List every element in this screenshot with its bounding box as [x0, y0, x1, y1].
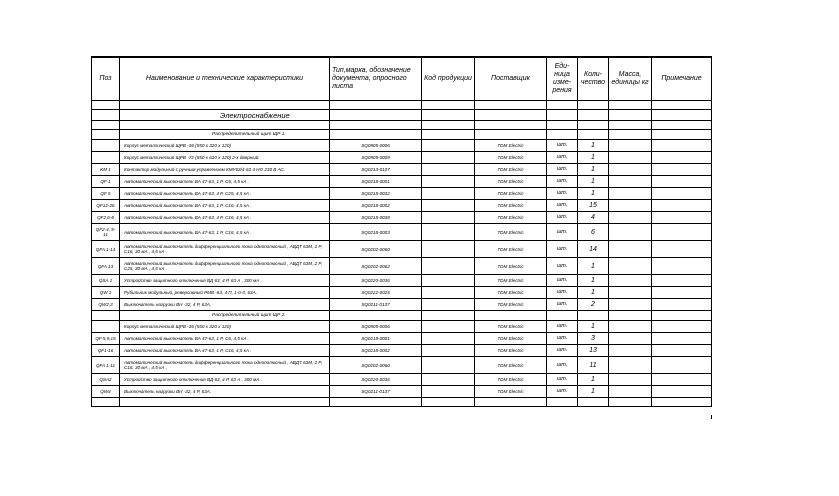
quantity-cell: 13: [578, 345, 609, 357]
note-cell: [652, 164, 712, 176]
empty-cell: [330, 311, 422, 321]
product-code-cell: [422, 152, 475, 164]
mass-cell: [609, 386, 652, 398]
specification-table: [91, 56, 712, 407]
table-row: [92, 345, 712, 357]
empty-cell: [475, 110, 547, 121]
type-cell: SQ0218-0002: [330, 200, 422, 212]
supplier-cell: TDM Electric: [475, 299, 547, 311]
group-title-label: Распределительный щит ЩР 2.: [120, 311, 330, 321]
note-cell: [652, 176, 712, 188]
type-cell: SQ0220-0036: [330, 374, 422, 386]
supplier-cell: TDM Electric: [475, 212, 547, 224]
note-cell: [652, 333, 712, 345]
product-code-cell: [422, 241, 475, 258]
product-code-cell: [422, 258, 475, 275]
type-cell: SQ0218-0001: [330, 333, 422, 345]
quantity-cell: 1: [578, 140, 609, 152]
name-cell: Выключатель нагрузки ВН -32, 4 Р, 63А.: [120, 299, 330, 311]
mass-cell: [609, 200, 652, 212]
mass-cell: [609, 333, 652, 345]
empty-cell: [609, 398, 652, 407]
position-cell: QF 1: [92, 176, 120, 188]
unit-cell: шт.: [547, 321, 578, 333]
empty-cell: [609, 121, 652, 130]
position-cell: QF12-26: [92, 200, 120, 212]
group-title-label: Распределительный щит ЩР 1.: [120, 130, 330, 140]
quantity-cell: 1: [578, 386, 609, 398]
type-cell: SQ0905-0009: [330, 152, 422, 164]
mass-cell: [609, 299, 652, 311]
sheet-edge-mark: [711, 415, 712, 419]
supplier-cell: TDM Electric: [475, 152, 547, 164]
position-cell: QF1-16: [92, 345, 120, 357]
supplier-cell: TDM Electric: [475, 176, 547, 188]
table-row: [92, 176, 712, 188]
table-row: [92, 299, 712, 311]
empty-cell: [652, 110, 712, 121]
supplier-cell: TDM Electric: [475, 258, 547, 275]
trailing-row: [92, 398, 712, 407]
empty-cell: [547, 101, 578, 110]
name-cell: Устройство защитного отключения ВД 63, 4 Р, 63 А , 300 мА .: [120, 374, 330, 386]
product-code-cell: [422, 345, 475, 357]
empty-cell: [609, 110, 652, 121]
empty-cell: [422, 311, 475, 321]
name-cell: Автоматический выключатель ВА 47-63, 4 Р, С25, 4,5 кА .: [120, 188, 330, 200]
table-row: [92, 164, 712, 176]
quantity-cell: 1: [578, 164, 609, 176]
empty-cell: [92, 311, 120, 321]
type-cell: SQ0202-0062: [330, 258, 422, 275]
empty-cell: [120, 398, 330, 407]
unit-cell: шт.: [547, 188, 578, 200]
empty-cell: [120, 101, 330, 110]
type-cell: SQ0218-0038: [330, 212, 422, 224]
supplier-cell: TDM Electric: [475, 200, 547, 212]
header-name: Наименование и технические характеристики: [120, 57, 330, 101]
empty-cell: [609, 130, 652, 140]
position-cell: QSA 1: [92, 275, 120, 287]
name-cell: Автоматический выключатель дифференциального тока однополюсный , АВДТ 63М, 2 Р, С16, 30 мА , 4,5 кА .: [120, 357, 330, 374]
quantity-cell: 15: [578, 200, 609, 212]
position-cell: QF 5,9,15: [92, 333, 120, 345]
empty-cell: [422, 101, 475, 110]
unit-cell: шт.: [547, 357, 578, 374]
empty-cell: [652, 398, 712, 407]
name-cell: Автоматический выключатель ВА 47-63, 1 Р, С16, 4,5 кА .: [120, 224, 330, 241]
position-cell: QF 5: [92, 188, 120, 200]
name-cell: Корпус металлический ЩРВ -36 (550 x 320 x 120): [120, 140, 330, 152]
header-row: [92, 57, 712, 101]
supplier-cell: TDM Electric: [475, 345, 547, 357]
specification-sheet: [91, 56, 711, 407]
name-cell: Контактор модульный с ручным управлением КМУ63/4-63 4 НО 230 В АС.: [120, 164, 330, 176]
product-code-cell: [422, 140, 475, 152]
table-row: [92, 275, 712, 287]
quantity-cell: 1: [578, 176, 609, 188]
quantity-cell: 6: [578, 224, 609, 241]
unit-cell: шт.: [547, 200, 578, 212]
empty-cell: [547, 398, 578, 407]
empty-cell: [92, 398, 120, 407]
position-cell: [92, 152, 120, 164]
name-cell: Выключатель нагрузки ВН -32, 4 Р, 63А.: [120, 386, 330, 398]
name-cell: Автоматический выключатель ВА 47-63, 1 Р, С16, 4,5 кА .: [120, 345, 330, 357]
name-cell: Корпус металлический ЩРВ -36 (550 x 320 x 120): [120, 321, 330, 333]
unit-cell: шт.: [547, 241, 578, 258]
quantity-cell: 1: [578, 152, 609, 164]
unit-cell: шт.: [547, 345, 578, 357]
quantity-cell: 4: [578, 212, 609, 224]
empty-cell: [652, 130, 712, 140]
empty-cell: [652, 101, 712, 110]
note-cell: [652, 275, 712, 287]
empty-cell: [475, 130, 547, 140]
empty-cell: [422, 121, 475, 130]
empty-cell: [475, 398, 547, 407]
unit-cell: шт.: [547, 333, 578, 345]
empty-cell: [330, 398, 422, 407]
supplier-cell: TDM Electric: [475, 333, 547, 345]
empty-cell: [330, 110, 422, 121]
type-cell: SQ0905-0006: [330, 140, 422, 152]
type-cell: SQ0211-0137: [330, 386, 422, 398]
mass-cell: [609, 152, 652, 164]
product-code-cell: [422, 212, 475, 224]
mass-cell: [609, 275, 652, 287]
quantity-cell: 3: [578, 333, 609, 345]
type-cell: SQ0211-0137: [330, 299, 422, 311]
type-cell: SQ0202-0060: [330, 357, 422, 374]
empty-cell: [92, 110, 120, 121]
type-cell: SQ0218-0001: [330, 176, 422, 188]
quantity-cell: 14: [578, 241, 609, 258]
empty-cell: [330, 101, 422, 110]
type-cell: SQ0213-0107: [330, 164, 422, 176]
mass-cell: [609, 188, 652, 200]
table-row: [92, 386, 712, 398]
empty-cell: [578, 398, 609, 407]
unit-cell: шт.: [547, 224, 578, 241]
empty-cell: [475, 311, 547, 321]
position-cell: KM 1: [92, 164, 120, 176]
unit-cell: шт.: [547, 258, 578, 275]
empty-cell: [652, 121, 712, 130]
supplier-cell: TDM Electric: [475, 287, 547, 299]
empty-cell: [422, 398, 475, 407]
note-cell: [652, 345, 712, 357]
product-code-cell: [422, 164, 475, 176]
position-cell: QW2,3: [92, 299, 120, 311]
table-row: [92, 258, 712, 275]
empty-cell: [92, 121, 120, 130]
note-cell: [652, 287, 712, 299]
header-unit: Еди- ница изме- рения: [547, 57, 578, 101]
mass-cell: [609, 287, 652, 299]
unit-cell: шт.: [547, 386, 578, 398]
empty-cell: [92, 101, 120, 110]
spacer-row: [92, 121, 712, 130]
mass-cell: [609, 140, 652, 152]
note-cell: [652, 374, 712, 386]
table-row: [92, 200, 712, 212]
empty-cell: [330, 130, 422, 140]
product-code-cell: [422, 200, 475, 212]
quantity-cell: 1: [578, 287, 609, 299]
mass-cell: [609, 212, 652, 224]
unit-cell: шт.: [547, 152, 578, 164]
header-supplier: Поставщик: [475, 57, 547, 101]
empty-cell: [609, 311, 652, 321]
product-code-cell: [422, 275, 475, 287]
header-note: Примечание: [652, 57, 712, 101]
product-code-cell: [422, 321, 475, 333]
product-code-cell: [422, 386, 475, 398]
supplier-cell: TDM Electric: [475, 188, 547, 200]
supplier-cell: TDM Electric: [475, 357, 547, 374]
empty-cell: [609, 101, 652, 110]
name-cell: Рубильник модульный, реверсивный РМВ -63, 4 П, 1-0-II, 63А.: [120, 287, 330, 299]
name-cell: Автоматический выключатель дифференциального тока однополюсный , АВДТ 63М, 2 Р, С16, 30 мА , 4,5 кА .: [120, 241, 330, 258]
unit-cell: шт.: [547, 164, 578, 176]
note-cell: [652, 386, 712, 398]
mass-cell: [609, 164, 652, 176]
product-code-cell: [422, 374, 475, 386]
table-row: [92, 287, 712, 299]
position-cell: QSA2: [92, 374, 120, 386]
product-code-cell: [422, 299, 475, 311]
name-cell: Автоматический выключатель дифференциального тока однополюсный , АВДТ 63М, 2 Р, С25, 30 мА , 4,5 кА .: [120, 258, 330, 275]
empty-cell: [547, 311, 578, 321]
unit-cell: шт.: [547, 374, 578, 386]
quantity-cell: 2: [578, 299, 609, 311]
note-cell: [652, 241, 712, 258]
position-cell: QFA 1-14: [92, 241, 120, 258]
note-cell: [652, 200, 712, 212]
supplier-cell: TDM Electric: [475, 241, 547, 258]
name-cell: Автоматический выключатель ВА 47-63, 4 Р, С16, 4,5 кА .: [120, 212, 330, 224]
position-cell: [92, 321, 120, 333]
empty-cell: [578, 130, 609, 140]
table-row: [92, 321, 712, 333]
empty-cell: [475, 101, 547, 110]
type-cell: SQ0202-0060: [330, 241, 422, 258]
type-cell: SQ0905-0006: [330, 321, 422, 333]
table-row: [92, 224, 712, 241]
table-row: [92, 241, 712, 258]
empty-cell: [578, 311, 609, 321]
unit-cell: шт.: [547, 287, 578, 299]
empty-cell: [578, 101, 609, 110]
header-code: Код продукции: [422, 57, 475, 101]
quantity-cell: 1: [578, 188, 609, 200]
quantity-cell: 1: [578, 275, 609, 287]
table-row: [92, 140, 712, 152]
specification-body: [92, 101, 712, 407]
position-cell: QW 1: [92, 287, 120, 299]
note-cell: [652, 357, 712, 374]
mass-cell: [609, 321, 652, 333]
name-cell: Устройство защитного отключения ВД 63, 4 Р, 63 А , 300 мА .: [120, 275, 330, 287]
table-row: [92, 357, 712, 374]
header-mass: Масса, единицы кг: [609, 57, 652, 101]
position-cell: QFA 13: [92, 258, 120, 275]
mass-cell: [609, 176, 652, 188]
mass-cell: [609, 357, 652, 374]
section-title: [92, 110, 712, 121]
name-cell: Автоматический выключатель ВА 47-63, 1 Р, С16, 4,5 кА .: [120, 200, 330, 212]
empty-cell: [120, 121, 330, 130]
empty-cell: [92, 130, 120, 140]
supplier-cell: TDM Electric: [475, 374, 547, 386]
mass-cell: [609, 224, 652, 241]
empty-cell: [422, 130, 475, 140]
table-row: [92, 188, 712, 200]
name-cell: Корпус металлический ЩРВ -72 (550 x 610 x 120) 2-х дверный.: [120, 152, 330, 164]
type-cell: SQ0222-0025: [330, 287, 422, 299]
table-row: [92, 212, 712, 224]
header-qty: Коли- чество: [578, 57, 609, 101]
type-cell: SQ0218-0032: [330, 188, 422, 200]
product-code-cell: [422, 176, 475, 188]
product-code-cell: [422, 357, 475, 374]
table-row: [92, 333, 712, 345]
mass-cell: [609, 241, 652, 258]
table-row: [92, 152, 712, 164]
mass-cell: [609, 345, 652, 357]
quantity-cell: 1: [578, 374, 609, 386]
section-title-label: Электроснабжение: [120, 110, 330, 121]
spacer-row: [92, 101, 712, 110]
empty-cell: [330, 121, 422, 130]
header-type: Тип,марка, обозначение документа, опросного листа: [330, 57, 422, 101]
supplier-cell: TDM Electric: [475, 140, 547, 152]
note-cell: [652, 299, 712, 311]
note-cell: [652, 212, 712, 224]
product-code-cell: [422, 224, 475, 241]
empty-cell: [578, 121, 609, 130]
quantity-cell: 11: [578, 357, 609, 374]
mass-cell: [609, 374, 652, 386]
mass-cell: [609, 258, 652, 275]
supplier-cell: TDM Electric: [475, 321, 547, 333]
supplier-cell: TDM Electric: [475, 386, 547, 398]
note-cell: [652, 140, 712, 152]
type-cell: SQ0220-0036: [330, 275, 422, 287]
unit-cell: шт.: [547, 140, 578, 152]
name-cell: Автоматический выключатель ВА 47-63, 1 Р, С6, 4,5 кА .: [120, 333, 330, 345]
position-cell: QW4: [92, 386, 120, 398]
note-cell: [652, 224, 712, 241]
note-cell: [652, 188, 712, 200]
supplier-cell: TDM Electric: [475, 164, 547, 176]
unit-cell: шт.: [547, 212, 578, 224]
product-code-cell: [422, 333, 475, 345]
position-cell: QF2-4, 9-11: [92, 224, 120, 241]
unit-cell: шт.: [547, 299, 578, 311]
position-cell: [92, 140, 120, 152]
empty-cell: [547, 130, 578, 140]
unit-cell: шт.: [547, 275, 578, 287]
empty-cell: [422, 110, 475, 121]
group-title: [92, 311, 712, 321]
quantity-cell: 1: [578, 258, 609, 275]
empty-cell: [547, 110, 578, 121]
empty-cell: [547, 121, 578, 130]
type-cell: SQ0218-0003: [330, 224, 422, 241]
position-cell: QF2,6-8: [92, 212, 120, 224]
group-title: [92, 130, 712, 140]
position-cell: QFA 1-11: [92, 357, 120, 374]
note-cell: [652, 152, 712, 164]
unit-cell: шт.: [547, 176, 578, 188]
header-pos: Поз: [92, 57, 120, 101]
supplier-cell: TDM Electric: [475, 275, 547, 287]
supplier-cell: TDM Electric: [475, 224, 547, 241]
quantity-cell: 1: [578, 321, 609, 333]
empty-cell: [578, 110, 609, 121]
name-cell: Автоматический выключатель ВА 47-63, 1 Р, С6, 4,5 кА .: [120, 176, 330, 188]
product-code-cell: [422, 287, 475, 299]
product-code-cell: [422, 188, 475, 200]
note-cell: [652, 258, 712, 275]
empty-cell: [652, 311, 712, 321]
type-cell: SQ0218-0002: [330, 345, 422, 357]
note-cell: [652, 321, 712, 333]
table-row: [92, 374, 712, 386]
empty-cell: [475, 121, 547, 130]
